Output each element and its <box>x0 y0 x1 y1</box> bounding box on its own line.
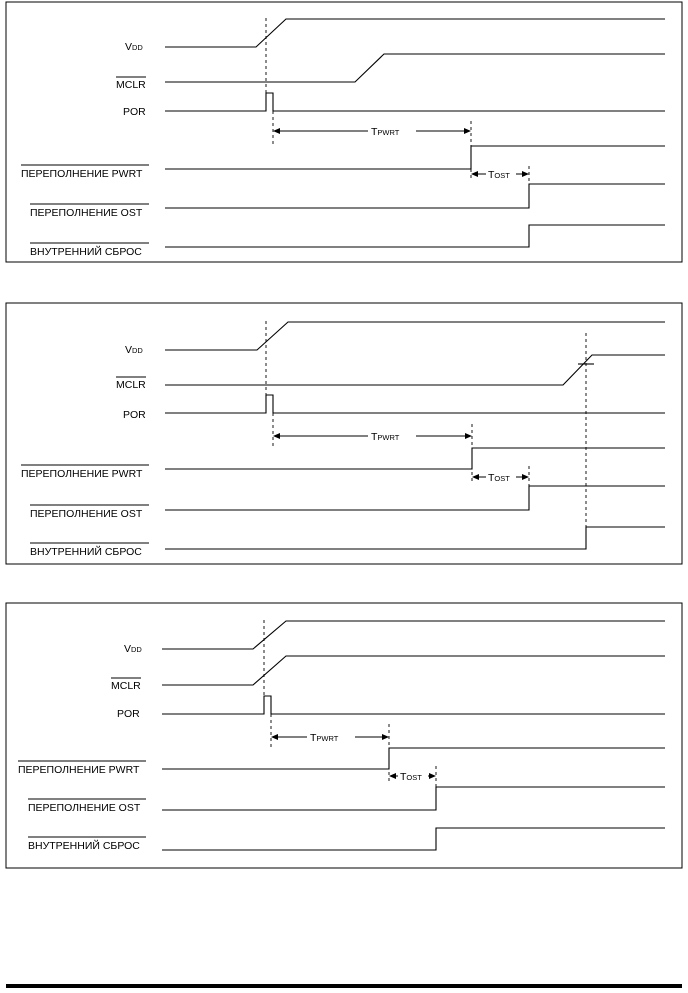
pwrt-overflow-label: ПЕРЕПОЛНЕНИЕ PWRT <box>21 168 143 180</box>
por-label: POR <box>123 106 146 118</box>
ost-waveform <box>165 184 665 208</box>
tost-label: TOST <box>488 169 510 181</box>
mclr-waveform <box>165 355 665 385</box>
tpwrt-label: TPWRT <box>371 431 400 443</box>
timing-diagram-2 <box>6 303 682 564</box>
vdd-label: VDD <box>125 344 143 356</box>
ost-overflow-label: ПЕРЕПОЛНЕНИЕ OST <box>28 802 141 814</box>
pwrt-waveform <box>162 748 665 769</box>
mclr-label: MCLR <box>116 379 146 391</box>
vdd-label: VDD <box>124 643 142 655</box>
diagram-frame <box>6 2 682 262</box>
pwrt-waveform <box>165 448 665 469</box>
diagram-frame <box>6 303 682 564</box>
tpwrt-label: TPWRT <box>310 732 339 744</box>
por-waveform <box>162 696 665 714</box>
mclr-waveform <box>162 656 665 685</box>
vdd-label: VDD <box>125 41 143 53</box>
mclr-label: MCLR <box>116 79 146 91</box>
pwrt-waveform <box>165 146 665 169</box>
internal-reset-label: ВНУТРЕННИЙ СБРОС <box>30 546 142 558</box>
internal-reset-label: ВНУТРЕННИЙ СБРОС <box>28 840 140 852</box>
reset-waveform <box>165 225 665 247</box>
ost-overflow-label: ПЕРЕПОЛНЕНИЕ OST <box>30 508 143 520</box>
tpwrt-label: TPWRT <box>371 126 400 138</box>
pwrt-overflow-label: ПЕРЕПОЛНЕНИЕ PWRT <box>18 764 140 776</box>
ost-waveform <box>165 486 665 510</box>
ost-overflow-label: ПЕРЕПОЛНЕНИЕ OST <box>30 207 143 219</box>
internal-reset-label: ВНУТРЕННИЙ СБРОС <box>30 246 142 258</box>
por-waveform <box>165 395 665 413</box>
pwrt-overflow-label: ПЕРЕПОЛНЕНИЕ PWRT <box>21 468 143 480</box>
vdd-waveform <box>162 621 665 649</box>
por-label: POR <box>123 409 146 421</box>
tost-interval <box>389 769 436 783</box>
tost-interval <box>471 167 529 181</box>
reset-waveform <box>162 828 665 850</box>
timing-diagram-3 <box>6 603 682 868</box>
ost-waveform <box>162 787 665 810</box>
mclr-waveform <box>165 54 665 82</box>
vdd-waveform <box>165 19 665 47</box>
tost-label: TOST <box>400 771 422 783</box>
mclr-label: MCLR <box>111 680 141 692</box>
tost-label: TOST <box>488 472 510 484</box>
footer-rule <box>6 984 682 988</box>
tpwrt-interval <box>273 124 471 138</box>
reset-waveform <box>165 527 665 549</box>
tpwrt-interval <box>273 429 472 443</box>
tpwrt-interval <box>271 730 389 744</box>
por-label: POR <box>117 708 140 720</box>
por-waveform <box>165 93 665 111</box>
vdd-waveform <box>165 322 665 350</box>
tost-interval <box>472 470 529 484</box>
timing-diagram-1 <box>6 2 682 262</box>
